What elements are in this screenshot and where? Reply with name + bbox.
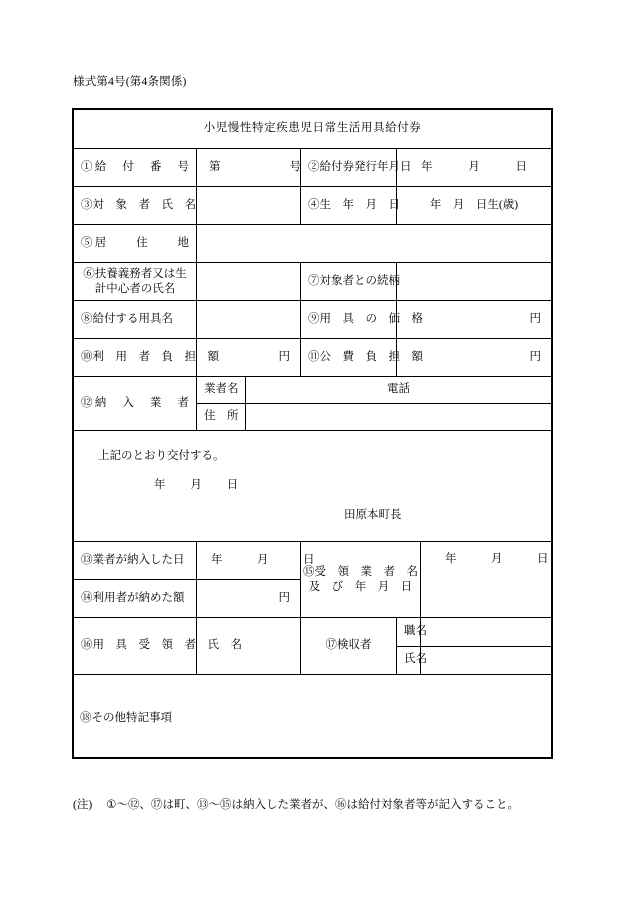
label-equipment-price: ⑨用 具 の 価 格 (301, 301, 397, 339)
field-user-paid-amount[interactable]: 円 (197, 580, 301, 618)
label-public-payment: ⑪公 費 負 担 額 (301, 339, 397, 377)
label-benefit-number: ①給 付 番 号 (74, 149, 197, 187)
row-remarks (74, 675, 552, 758)
field-inspector-name[interactable] (421, 646, 552, 675)
label-issue-date: ②給付券発行年月日 (301, 149, 397, 187)
footer-note (73, 796, 519, 812)
field-public-payment[interactable]: 円 (397, 339, 552, 377)
row-issuance-statement (74, 431, 552, 542)
benefit-voucher-form-table (73, 109, 552, 758)
field-birth-date[interactable]: 年 月 日生(歳) (397, 187, 552, 225)
label-relationship: ⑦対象者との続柄 (301, 263, 397, 301)
label-receipt-supplier: ⑮受 領 業 者 名 及 び 年 月 日 (301, 542, 421, 618)
label-inspector-name: 氏名 (397, 646, 421, 675)
label-user-payment: ⑩利 用 者 負 担 額 (74, 339, 197, 377)
label-residence: ⑤居 住 地 (74, 225, 197, 263)
row-delivery-date (74, 542, 552, 580)
form-number-label: 様式第4号(第4条関係) (73, 76, 187, 88)
issuance-date-year: 年 (154, 479, 166, 491)
field-residence[interactable] (197, 225, 552, 263)
label-delivery-date: ⑬業者が納入した日 (74, 542, 197, 580)
row-supplier-company (74, 377, 552, 404)
field-benefit-number[interactable]: 第 号 (197, 149, 301, 187)
issuance-statement-text: 上記のとおり交付する。 (98, 450, 225, 462)
field-supplier-address[interactable] (246, 404, 552, 431)
issuance-date-day: 日 (226, 479, 239, 491)
label-user-paid-amount: ⑭利用者が納めた額 (74, 580, 197, 618)
form-title-row (74, 110, 552, 149)
label-equipment-name: ⑧給付する用具名 (74, 301, 197, 339)
label-guardian-name: ⑥扶養義務者又は生 計中心者の氏名 (74, 263, 197, 301)
label-inspector: ⑰検収者 (301, 618, 397, 675)
field-delivery-date[interactable]: 年 月 日 (197, 542, 301, 580)
row-equipment-name (74, 301, 552, 339)
label-remarks: ⑱その他特記事項 (80, 712, 172, 725)
issuer-name: 田原本町長 (344, 509, 402, 521)
row-guardian-name (74, 263, 552, 301)
field-inspector-title[interactable] (421, 618, 552, 647)
field-equipment-price[interactable]: 円 (397, 301, 552, 339)
field-guardian-name[interactable] (197, 263, 301, 301)
label-supplier-company: 業者名 (197, 377, 246, 404)
label-birth-date: ④生 年 月 日 (301, 187, 397, 225)
footer-note-text: ①〜⑫、⑰は町、⑬〜⑮は納入した業者が、⑯は給付対象者等が記入すること。 (106, 799, 519, 811)
label-subject-name: ③対 象 者 氏 名 (74, 187, 197, 225)
field-remarks[interactable] (74, 675, 552, 758)
issuance-date-line (154, 478, 238, 494)
supplier-phone-label: 電話 (387, 383, 410, 396)
field-subject-name[interactable] (197, 187, 301, 225)
field-user-payment[interactable]: 円 (197, 339, 301, 377)
form-title: 小児慢性特定疾患児日常生活用具給付券 (74, 110, 552, 149)
row-subject-name (74, 187, 552, 225)
issuance-date-month: 月 (190, 479, 202, 491)
field-receipt-supplier[interactable]: 年 月 日 (421, 542, 552, 618)
label-supplier: ⑫納 入 業 者 (74, 377, 197, 431)
label-supplier-address: 住 所 (197, 404, 246, 431)
label-recipient-name: ⑯用 具 受 領 者 氏 名 (74, 618, 197, 675)
field-relationship[interactable] (397, 263, 552, 301)
row-residence (74, 225, 552, 263)
field-equipment-name[interactable] (197, 301, 301, 339)
field-issue-date[interactable]: 年 月 日 (397, 149, 552, 187)
field-supplier-company-and-phone[interactable] (246, 377, 552, 404)
row-benefit-number (74, 149, 552, 187)
row-user-payment (74, 339, 552, 377)
footer-note-tag: (注) (73, 799, 93, 811)
label-inspector-title: 職名 (397, 618, 421, 647)
row-recipient-name (74, 618, 552, 647)
issuance-statement-block (74, 431, 552, 542)
